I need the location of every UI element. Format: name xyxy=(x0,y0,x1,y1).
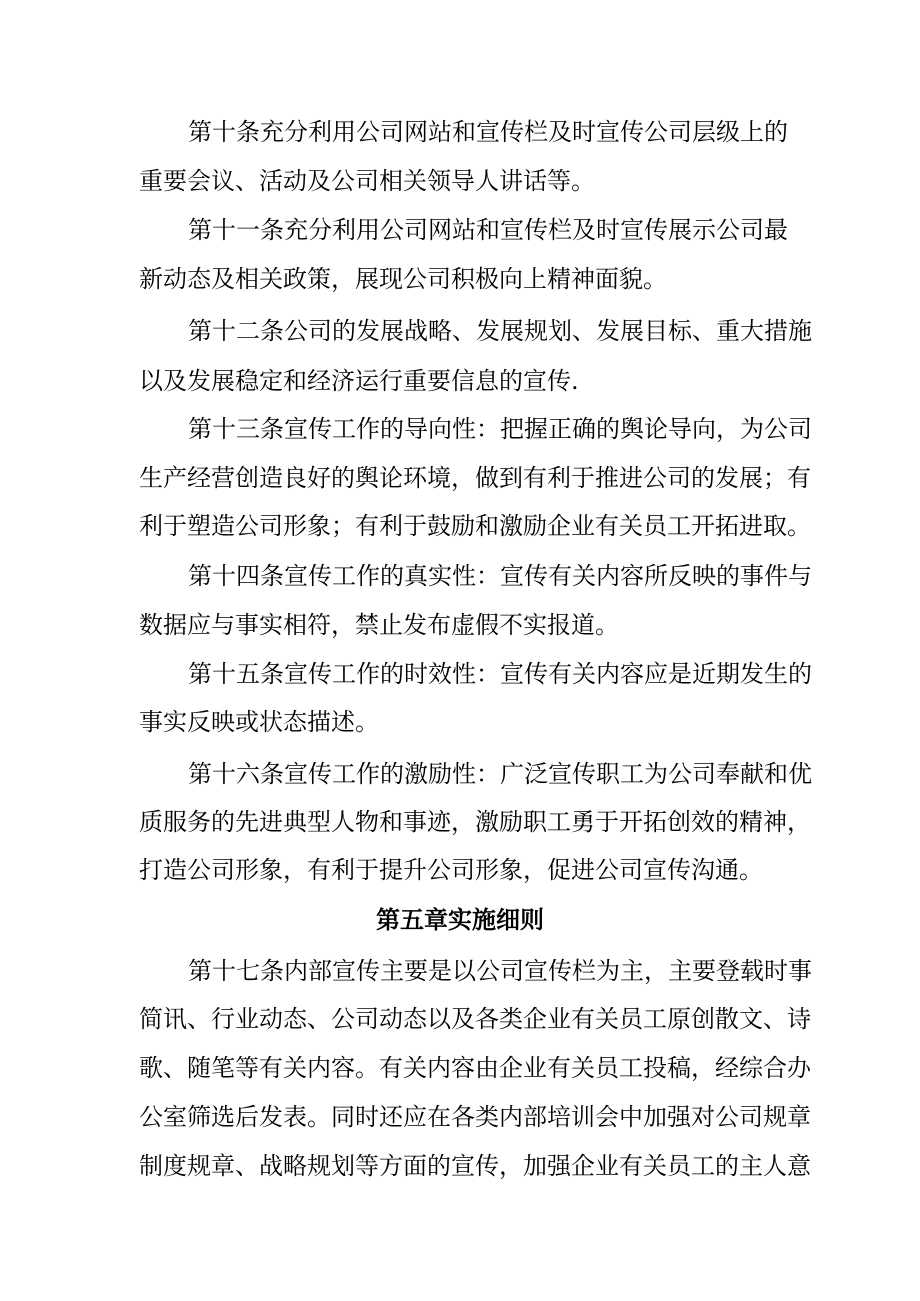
paragraph-line: 公室筛选后发表。同时还应在各类内部培训会中加强对公司规章 xyxy=(139,1103,811,1131)
paragraph-line: 打造公司形象，有利于提升公司形象，促进公司宣传沟通。 xyxy=(139,856,763,884)
paragraph-line: 第十七条内部宣传主要是以公司宣传栏为主，主要登载时事 xyxy=(188,957,812,985)
paragraph-line: 第十三条宣传工作的导向性：把握正确的舆论导向，为公司 xyxy=(188,415,812,443)
paragraph-line: 重要会议、活动及公司相关领导人讲话等。 xyxy=(139,167,595,195)
paragraph-line: 第十五条宣传工作的时效性：宣传有关内容应是近期发生的 xyxy=(188,660,812,688)
paragraph-line: 第十四条宣传工作的真实性：宣传有关内容所反映的事件与 xyxy=(188,562,812,590)
paragraph-line: 制度规章、战略规划等方面的宣传，加强企业有关员工的主人意 xyxy=(139,1152,811,1180)
paragraph-line: 生产经营创造良好的舆论环境，做到有利于推进公司的发展；有 xyxy=(139,464,811,492)
paragraph-line: 事实反映或状态描述。 xyxy=(139,708,379,736)
paragraph-line: 以及发展稳定和经济运行重要信息的宣传. xyxy=(139,367,579,395)
paragraph-line: 第十条充分利用公司网站和宣传栏及时宣传公司层级上的 xyxy=(188,118,788,146)
paragraph-line: 第十二条公司的发展战略、发展规划、发展目标、重大措施 xyxy=(188,317,812,345)
paragraph-line: 利于塑造公司形象；有利于鼓励和激励企业有关员工开拓进取。 xyxy=(139,512,811,540)
paragraph-line: 质服务的先进典型人物和事迹，激励职工勇于开拓创效的精神， xyxy=(139,808,811,836)
paragraph-line: 简讯、行业动态、公司动态以及各类企业有关员工原创散文、诗 xyxy=(139,1005,811,1033)
paragraph-line: 第十一条充分利用公司网站和宣传栏及时宣传展示公司最 xyxy=(188,216,788,244)
paragraph-line: 第十六条宣传工作的激励性：广泛宣传职工为公司奉献和优 xyxy=(188,760,812,788)
chapter-heading: 第五章实施细则 xyxy=(376,906,544,934)
paragraph-line: 新动态及相关政策，展现公司积极向上精神面貌。 xyxy=(139,265,667,293)
paragraph-line: 歌、随笔等有关内容。有关内容由企业有关员工投稿，经综合办 xyxy=(139,1054,811,1082)
paragraph-line: 数据应与事实相符，禁止发布虚假不实报道。 xyxy=(139,611,619,639)
